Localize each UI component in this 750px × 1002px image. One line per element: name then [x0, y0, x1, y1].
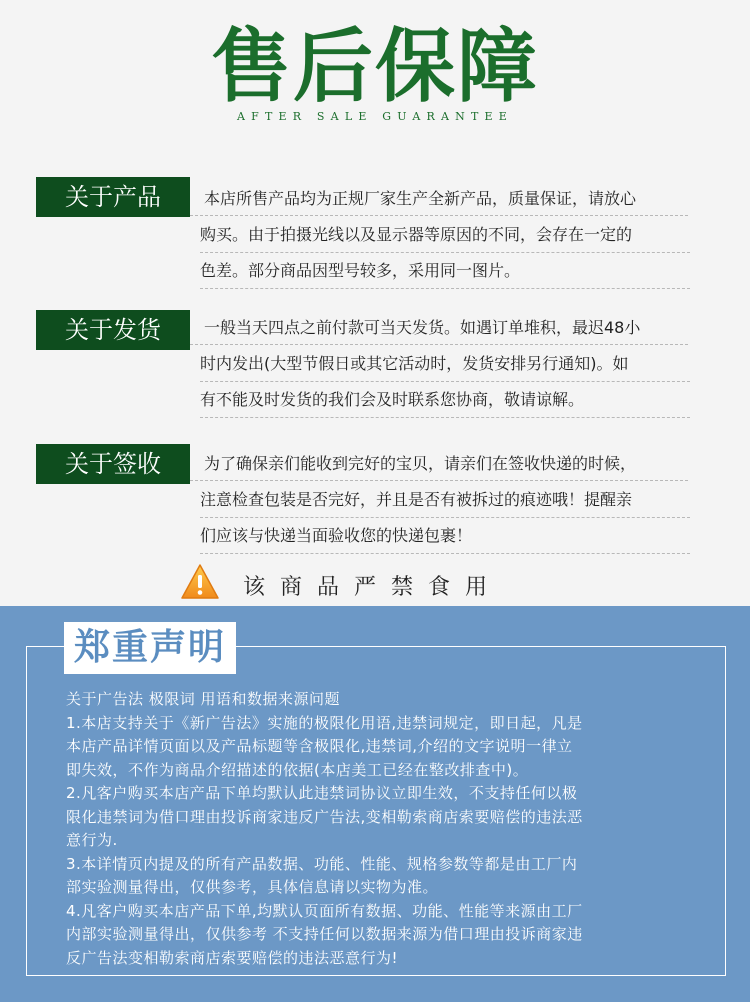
warning-icon: [180, 563, 220, 601]
declaration-title: 郑重声明: [64, 622, 236, 674]
declaration-line: 1.本店支持关于《新广告法》实施的极限化用语,违禁词规定，即日起，凡是: [66, 713, 583, 732]
warning-text: 该商品严禁食用: [243, 575, 503, 600]
section-text-line: 为了确保亲们能收到完好的宝贝，请亲们在签收快递的时候，: [190, 447, 688, 481]
declaration-line: 部实验测量得出，仅供参考，具体信息请以实物为准。: [66, 878, 439, 896]
declaration-line: 4.凡客户购买本店产品下单,均默认页面所有数据、功能、性能等来源由工厂: [66, 901, 583, 920]
declaration-line: 关于广告法 极限词 用语和数据来源问题: [66, 690, 341, 708]
page-subtitle: AFTER SALE GUARANTEE: [237, 110, 513, 123]
section-text-line: 时内发出(大型节假日或其它活动时，发货安排另行通知)。如: [200, 347, 690, 382]
declaration-line: 反广告法变相勒索商店索要赔偿的违法恶意行为!: [66, 948, 399, 967]
section-label-shipping: 关于发货: [36, 310, 190, 350]
section-text-line: 色差。部分商品因型号较多，采用同一图片。: [200, 254, 690, 289]
page-title: 售后保障: [211, 20, 539, 113]
section-label-product: 关于产品: [36, 177, 190, 217]
section-text-line: 有不能及时发货的我们会及时联系您协商，敬请谅解。: [200, 383, 690, 418]
declaration-line: 3.本详情页内提及的所有产品数据、功能、性能、规格参数等都是由工厂内: [66, 854, 578, 873]
declaration-line: 本店产品详情页面以及产品标题等含极限化,违禁词,介绍的文字说明一律立: [66, 737, 573, 755]
section-text-line: 们应该与快递当面验收您的快递包裹！: [200, 519, 690, 554]
declaration-line: 限化违禁词为借口理由投诉商家违反广告法,变相勒索商店索要赔偿的违法恶: [66, 807, 583, 826]
declaration-line: 即失效，不作为商品介绍描述的依据(本店美工已经在整改排查中)。: [66, 760, 529, 779]
section-text-line: 本店所售产品均为正规厂家生产全新产品，质量保证，请放心: [190, 182, 688, 216]
section-label-receipt: 关于签收: [36, 444, 190, 484]
declaration-line: 内部实验测量得出，仅供参考 不支持任何以数据来源为借口理由投诉商家违: [66, 925, 583, 943]
section-text-line: 一般当天四点之前付款可当天发货。如遇订单堆积，最迟48小: [190, 311, 688, 345]
section-text-line: 购买。由于拍摄光线以及显示器等原因的不同，会存在一定的: [200, 218, 690, 253]
declaration-line: 2.凡客户购买本店产品下单均默认此违禁词协议立即生效，不支持任何以极: [66, 784, 578, 802]
declaration-line: 意行为.: [66, 831, 118, 849]
section-text-line: 注意检查包装是否完好，并且是否有被拆过的痕迹哦！提醒亲: [200, 483, 690, 518]
